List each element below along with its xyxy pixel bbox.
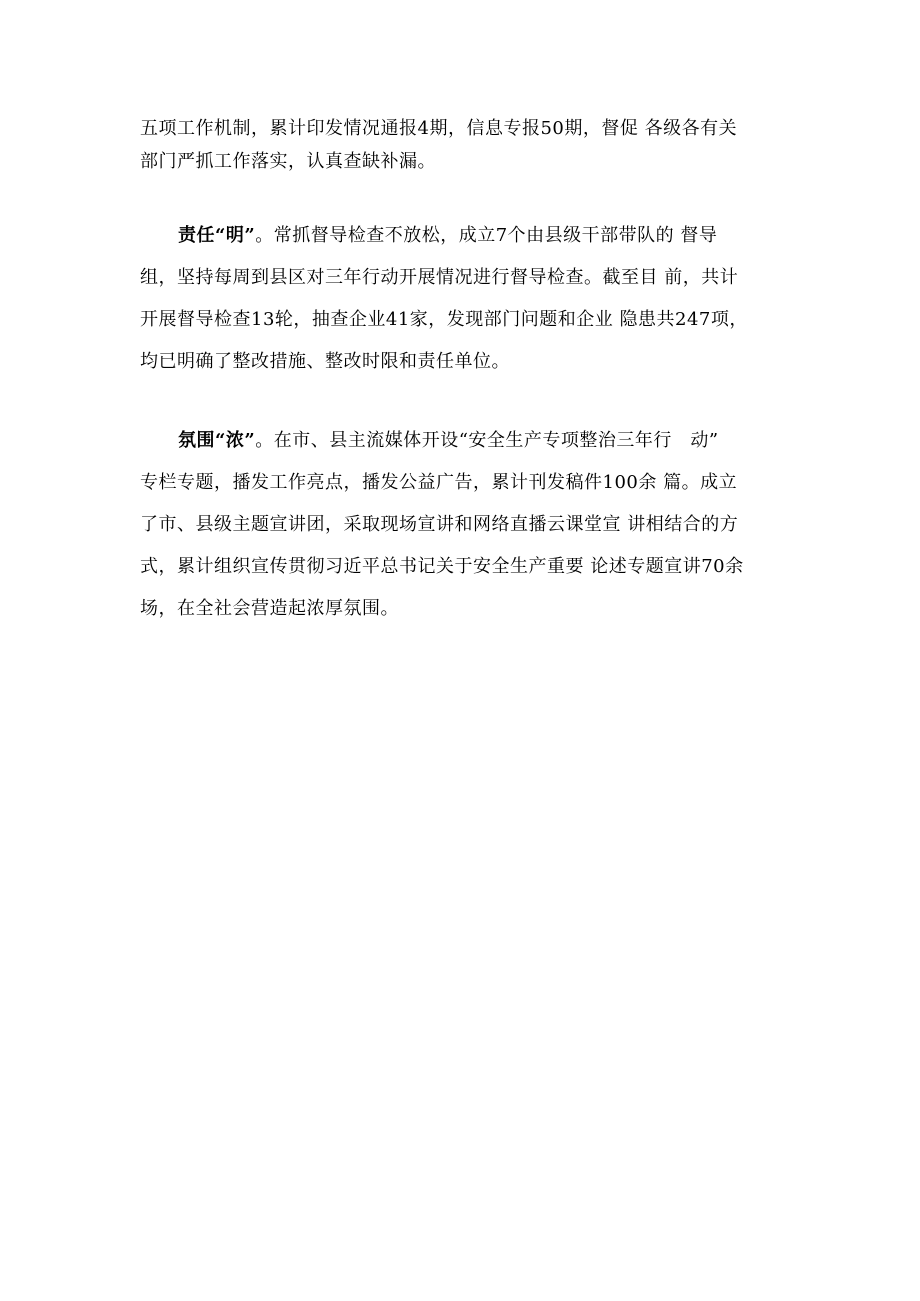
paragraph-lead-heading: 责任“明” xyxy=(178,225,256,246)
paragraph-line: 场，在全社会营造起浓厚氛围。 xyxy=(140,598,399,619)
paragraph-line: 了市、县级主题宣讲团，采取现场宣讲和网络直播云课堂宣 讲相结合的方 xyxy=(140,514,739,535)
paragraph-atmosphere xyxy=(140,420,785,630)
paragraph-line: 均已明确了整改措施、整改时限和责任单位。 xyxy=(140,351,510,372)
paragraph-line: 专栏专题，播发工作亮点，播发公益广告，累计刊发稿件100余 篇。成立 xyxy=(140,472,738,493)
paragraph-line: 开展督导检查13轮，抽查企业41家，发现部门问题和企业 隐患共247项， xyxy=(140,309,748,330)
paragraph-first-line xyxy=(140,420,785,462)
paragraph-line: 五项工作机制，累计印发情况通报4期，信息专报50期，督促 各级各有关 xyxy=(140,118,738,139)
paragraph-first-line-text: 。常抓督导检查不放松，成立7个由县级干部带队的 督导 xyxy=(255,225,718,246)
paragraph-line: 部门严抓工作落实，认真查缺补漏。 xyxy=(140,151,436,172)
paragraph-lead-heading: 氛围“浓” xyxy=(178,430,256,451)
paragraph-first-line-text: 。在市、县主流媒体开设“安全生产专项整治三年行 动” xyxy=(255,430,719,451)
document-page xyxy=(140,112,785,630)
paragraph-responsibility xyxy=(140,215,785,383)
paragraph-line: 式，累计组织宣传贯彻习近平总书记关于安全生产重要 论述专题宣讲70余 xyxy=(140,556,744,577)
paragraph-work-mechanism xyxy=(140,112,785,178)
paragraph-line: 组，坚持每周到县区对三年行动开展情况进行督导检查。截至目 前，共计 xyxy=(140,267,739,288)
paragraph-first-line xyxy=(140,215,785,257)
